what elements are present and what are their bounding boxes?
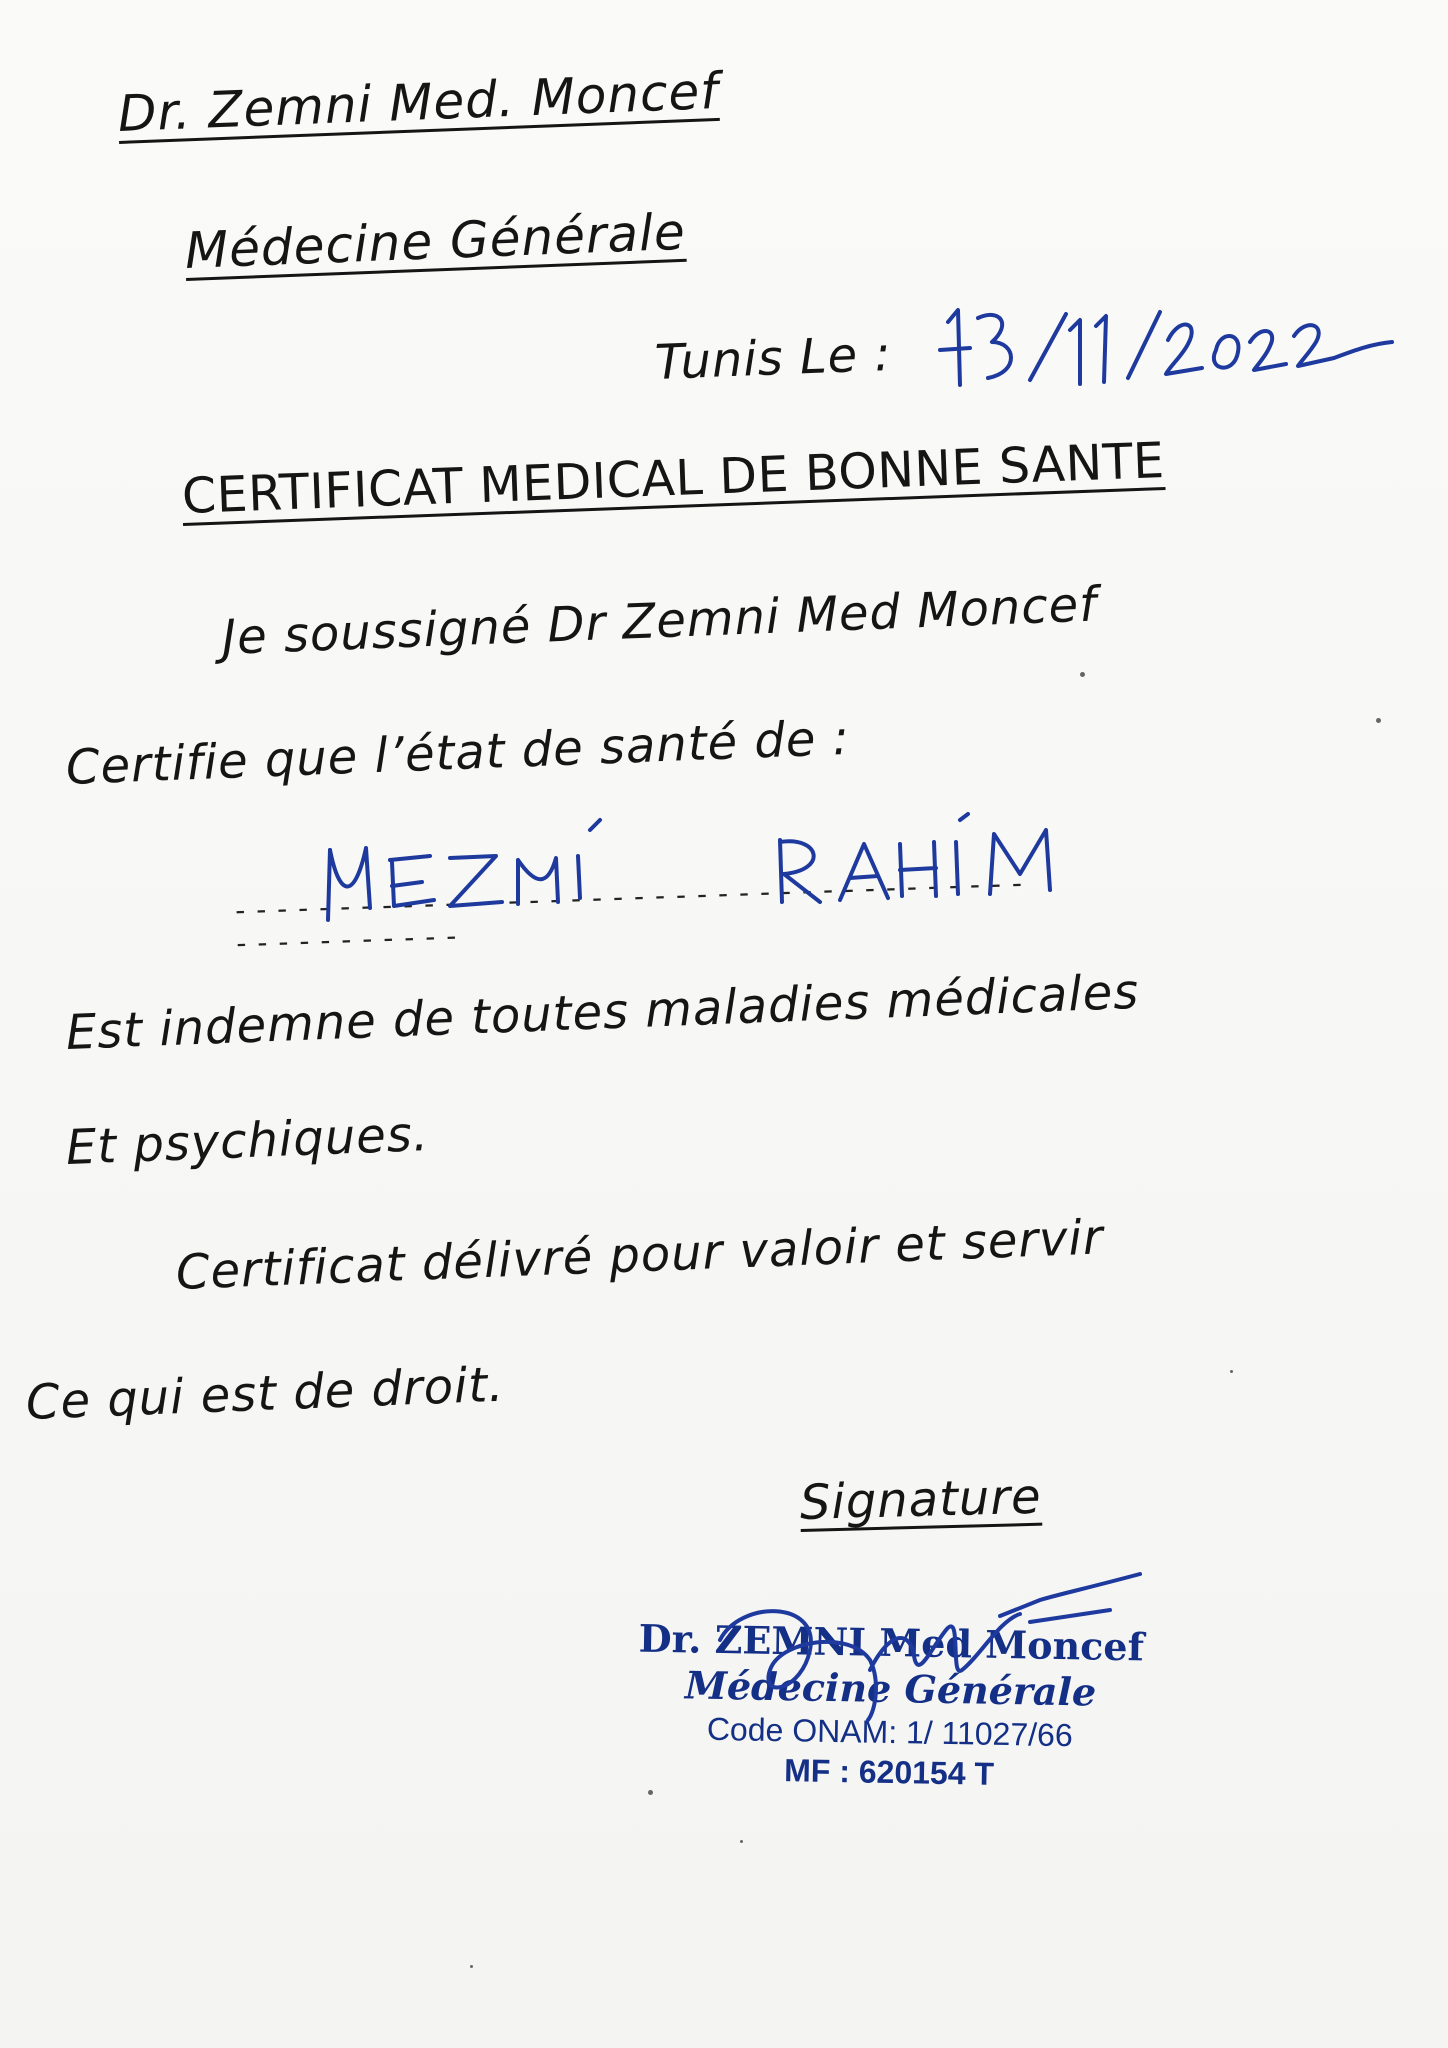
certificate-line-2: Certifie que l’état de santé de : (64, 709, 851, 796)
doctor-name: Dr. Zemni Med. Moncef (116, 61, 720, 143)
stamp-tax-id: MF : 620154 T (783, 1752, 995, 1792)
date-label: Tunis Le : (653, 325, 893, 391)
certificate-line-6: Ce qui est de droit. (24, 1356, 506, 1431)
stamp-onam-code: Code ONAM: 1/ 11027/66 (706, 1710, 1073, 1754)
certificate-line-5: Certificat délivré pour valoir et servir (174, 1209, 1105, 1301)
stamp-doctor-name: Dr. ZEMNI Med Moncef (638, 1615, 1145, 1670)
signature-label: Signature (799, 1468, 1043, 1531)
handwritten-date (930, 280, 1400, 400)
doctor-specialty: Médecine Générale (183, 202, 687, 280)
certificate-line-3: Est indemne de toutes maladies médicales (64, 963, 1141, 1061)
handwritten-patient-name (300, 790, 1130, 930)
handwritten-signature (700, 1560, 1180, 1730)
certificate-line-4: Et psychiques. (64, 1106, 430, 1176)
certificate-line-1: Je soussigné Dr Zemni Med Moncef (220, 576, 1099, 666)
certificate-title: CERTIFICAT MEDICAL DE BONNE SANTE (180, 431, 1166, 525)
name-fill-line: - - - - - - - - - - - - - - - - - - - - - - - - - - - - - - - - - - - - - - - - - - - - - - - - - (234, 866, 1024, 960)
stamp-specialty: Médecine Générale (684, 1662, 1097, 1715)
